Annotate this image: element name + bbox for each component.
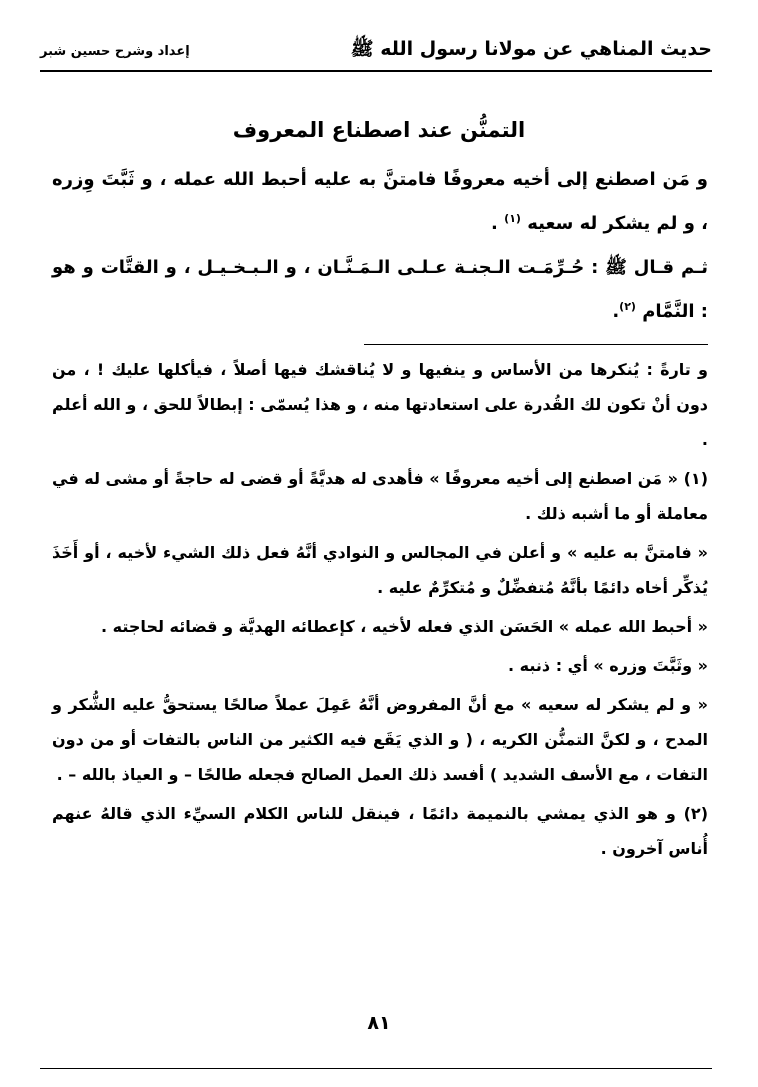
section-title: التمنُّن عند اصطناع المعروف xyxy=(232,118,526,142)
footnote-ref-2[interactable]: (٢) xyxy=(619,300,636,313)
footnote-paragraph: (٢) و هو الذي يمشي بالنميمة دائمًا ، فينقل للناس الكلام السيِّء الذي قالهُ عنهم أُناس آخرون . xyxy=(52,804,708,858)
page-header xyxy=(40,36,712,66)
footnote-paragraph: و تارةً : يُنكرها من الأساس و ينفيها و لا يُناقشك فيها أصلاً ، فيأكلها عليك ! ، من دون أنْ تكون لك القُدرة على استعادتها منه ، و هذا يُسمّى : إبطالاً للحق ، و الله أعلم . xyxy=(52,360,708,449)
footnote-paragraph: « و لم يشكر له سعيه » مع أنَّ المفروض أنَّهُ عَمِلَ عملاً صالحًا يستحقُّ عليه الشُّكر و المدح ، و لكنَّ التمنُّن الكريه ، ( و الذي يَقَع فيه الكثير من الناس بالتفات أو من دون التفات ، مع الأسف الشديد ) أفسد ذلك العمل الصالح فجعله طالحًا – و العياذ بالله – . xyxy=(52,695,708,784)
main-paragraph-1: و مَن اصطنع إلى أخيه معروفًا فامتنَّ به عليه أحبط الله عمله ، و ثَبَّتَ وِزره ، و لم يشكر له سعيه $^{(١)}$ . xyxy=(52,169,708,234)
footnote-paragraph: (١) « مَن اصطنع إلى أخيه معروفًا » فأهدى له هديَّةً أو قضى له حاجةً أو مشى له في معاملة أو ما أشبه ذلك . xyxy=(52,469,708,523)
author-credit: إعداد وشرح حسين شبر xyxy=(40,43,190,59)
footnote-paragraph: « أحبط الله عمله » الحَسَن الذي فعله لأخيه ، كإعطائه الهديَّة و قضائه لحاجته . xyxy=(101,617,708,636)
main-paragraph-2: ثـم قـال ﷺ : حُـرِّمَـت الـجنـة عـلـى الـمَـنَّـان ، و الـبـخـيـل ، و القتَّات و هو : النَّمَّام $^{(٢)}$. xyxy=(52,257,708,322)
main-text xyxy=(52,158,708,334)
header-divider xyxy=(40,70,712,72)
footnote-paragraph: « وثَبَّتَ وزره » أي : ذنبه . xyxy=(508,656,708,675)
footnote-ref-1[interactable]: (١) xyxy=(504,212,521,225)
bottom-divider xyxy=(40,1068,712,1069)
footnote-paragraph: « فامتنَّ به عليه » و أعلن في المجالس و النوادي أنَّهُ فعل ذلك الشيء لأخيه ، أو أَخَذَ يُذكِّر أخاه دائمًا بأنَّهُ مُتفضِّلٌ و مُتكرِّمٌ عليه . xyxy=(52,543,708,597)
footnote-divider xyxy=(364,344,708,345)
footnotes xyxy=(52,352,708,870)
book-title: حديث المناهي عن مولانا رسول الله ﷺ xyxy=(350,38,712,60)
page-number: ٨١ xyxy=(367,1012,391,1034)
